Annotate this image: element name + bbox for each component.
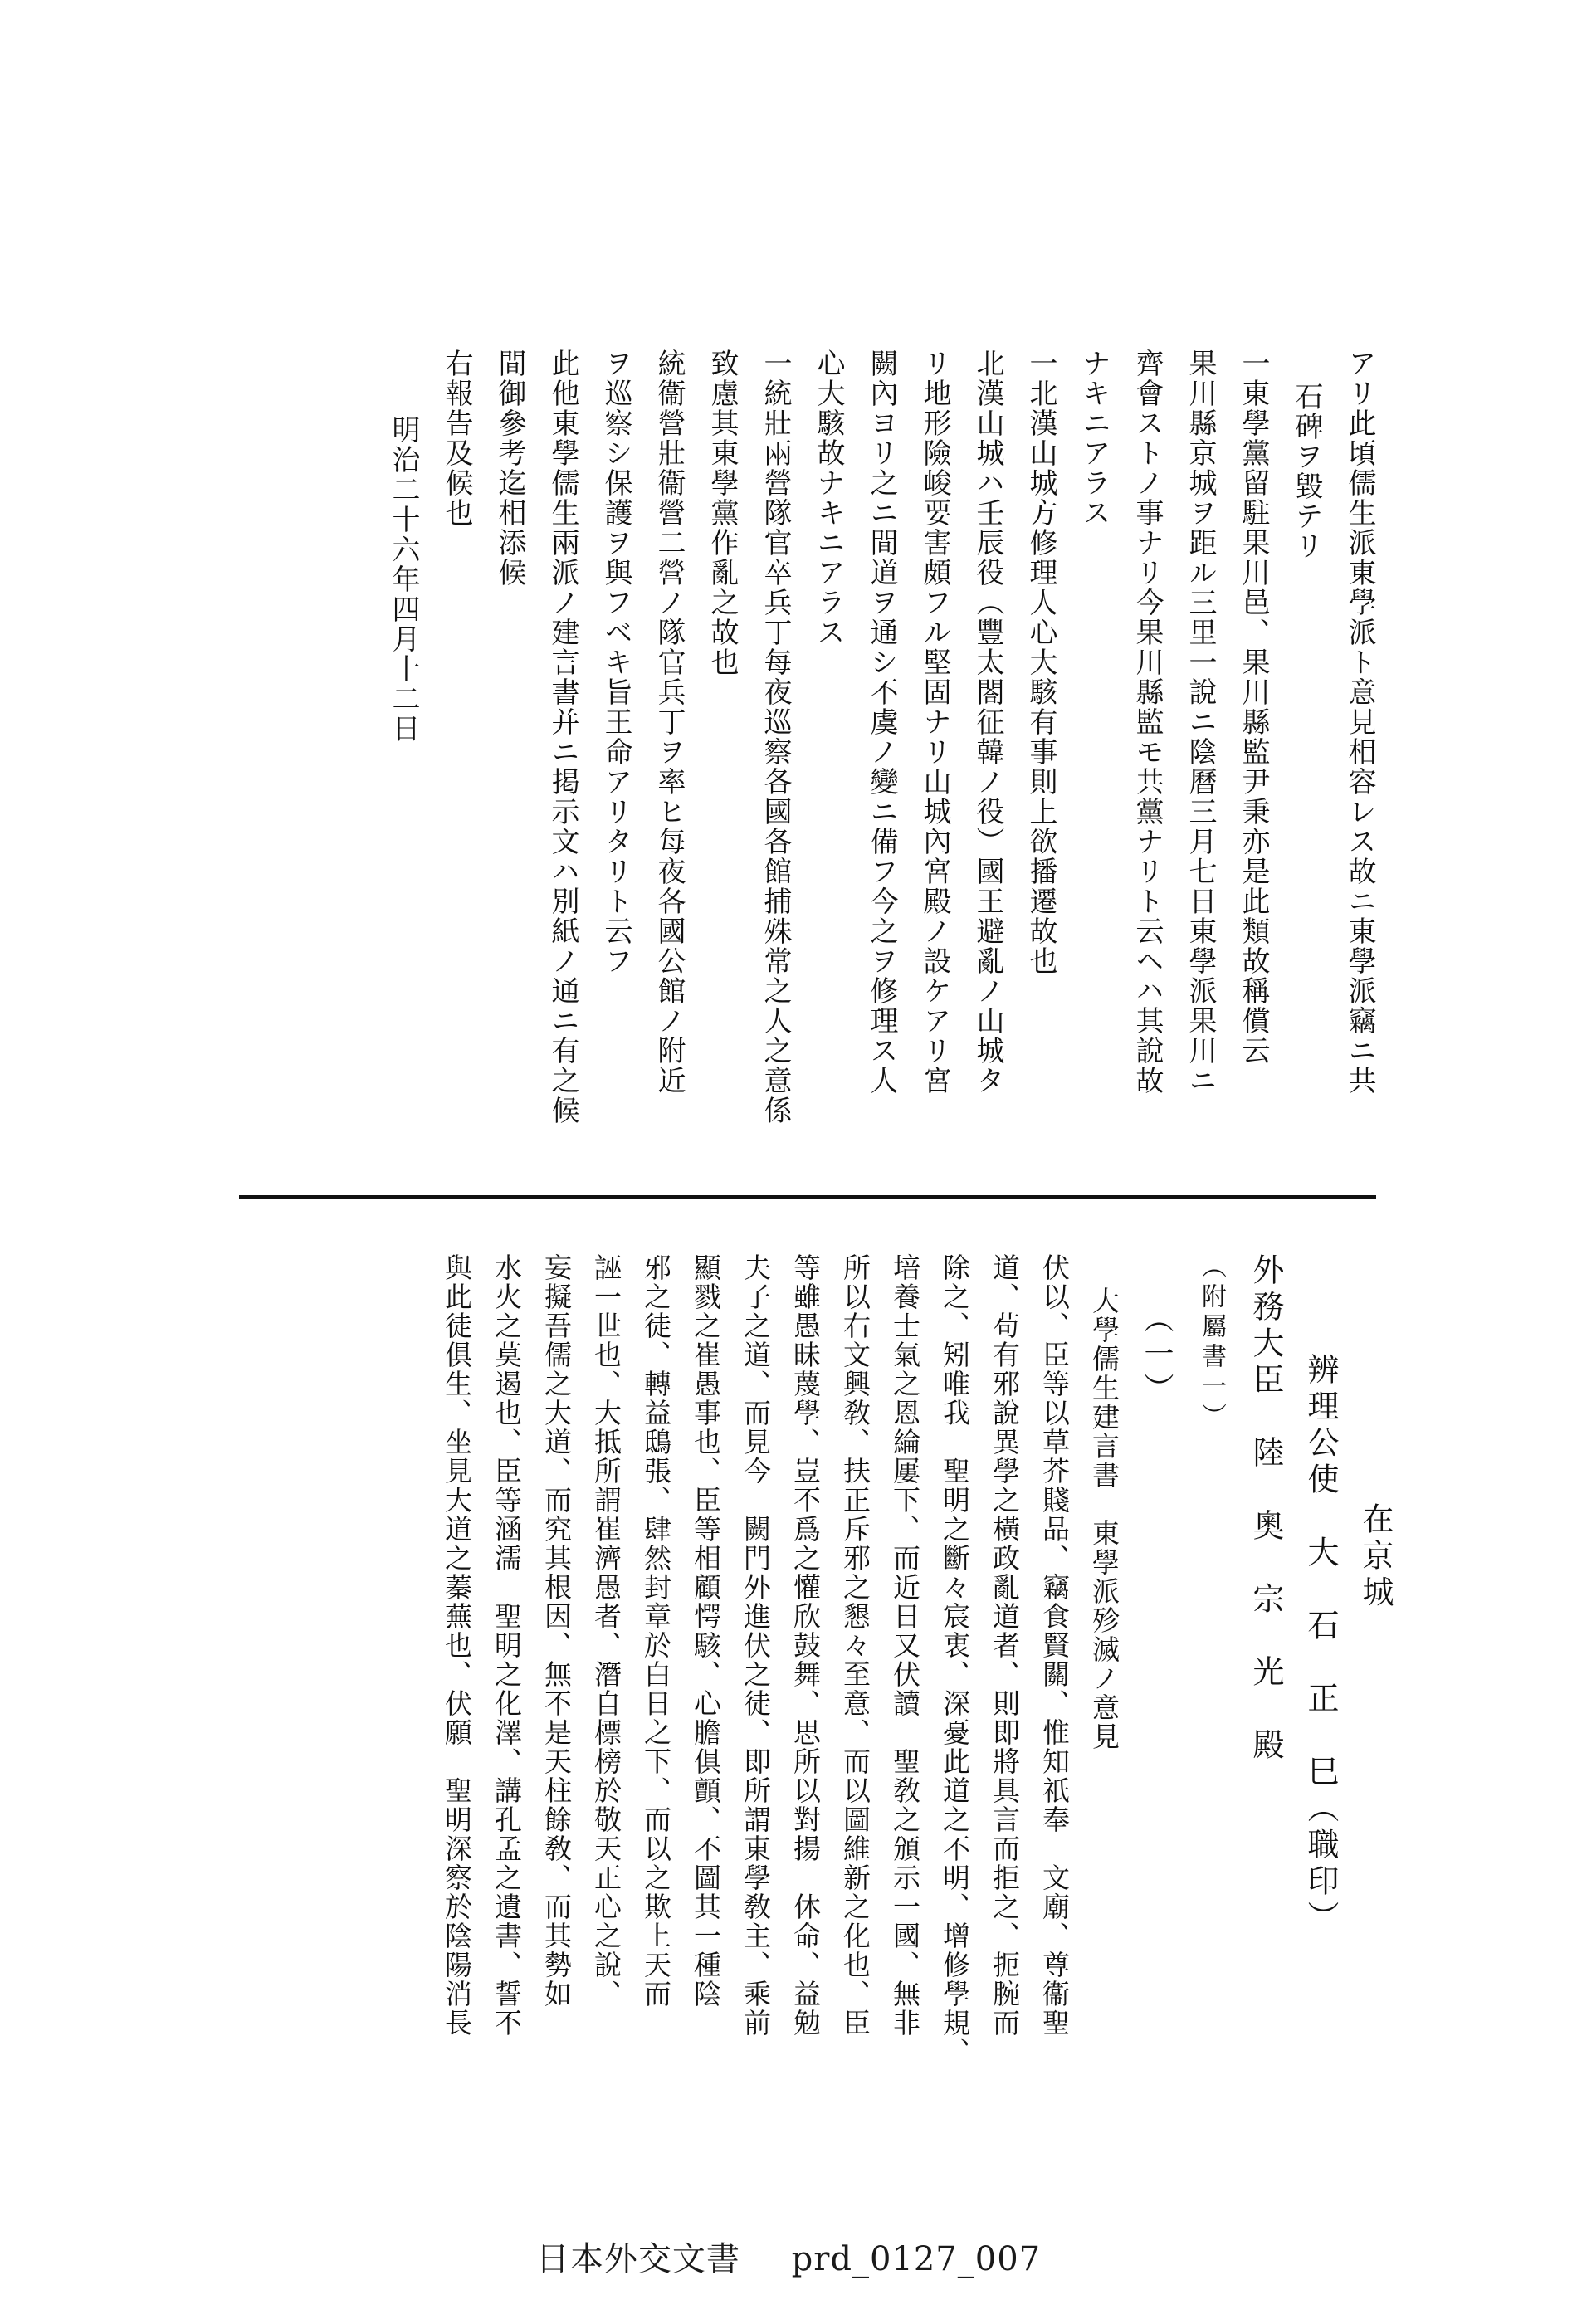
text-column: 間御參考迄相添候 (493, 349, 526, 588)
text-column: 致慮其東學黨作亂之故也 (706, 349, 739, 677)
text-column: 統衞營壯衞營二營ノ隊官兵丁ヲ率ヒ每夜各國公館ノ附近 (652, 349, 686, 1096)
text-column: 所以右文興敎、扶正斥邪之懇々至意、而以圖維新之化也、臣 (839, 1253, 872, 2038)
page-id: prd_0127_007 (791, 2240, 1042, 2278)
text-column: ヲ巡察シ保護ヲ與フベキ旨王命アリタリト云フ (599, 349, 632, 976)
text-column: アリ此頃儒生派東學派ト意見相容レス故ニ東學派竊ニ共 (1343, 349, 1376, 1096)
text-column: 一東學黨留駐果川邑、果川縣監尹秉亦是此類故稱償云 (1237, 349, 1270, 1066)
page-footer (0, 2233, 1577, 2280)
annex-title: 大學儒生建言書 東學派殄滅ノ意見 (1088, 1286, 1120, 1751)
sender-envoy: 辨理公使 大 石 正 巳（職印） (1302, 1353, 1339, 1937)
text-column: 石碑ヲ毀テリ (1290, 382, 1323, 561)
text-column: 心大駭故ナキニアラス (812, 349, 845, 647)
text-column: 培養士氣之恩綸屢下、而近日又伏讀 聖敎之頒示一國、無非 (889, 1253, 921, 2038)
text-column: 顯戮之崔愚事也、臣等相顧愕駭、心膽俱顫、不圖其一種陰 (690, 1253, 722, 2009)
text-column: 右報告及候也 (440, 349, 473, 528)
text-column: ナキニアラス (1077, 349, 1111, 528)
text-column: 道、苟有邪說異學之橫政亂道者、則即將具言而拒之、扼腕而 (989, 1253, 1021, 2038)
annex-number: （一） (1140, 1303, 1174, 1408)
sender-location: 在京城 (1357, 1502, 1394, 1612)
text-column: 此他東學儒生兩派ノ建言書并ニ掲示文ハ別紙ノ通ニ有之候 (546, 349, 579, 1125)
text-column: 果川縣京城ヲ距ル三里一說ニ陰曆三月七日東學派果川ニ (1184, 349, 1217, 1096)
text-column: 妄擬吾儒之大道、而究其根因、無不是天柱餘敎、而其勢如 (540, 1253, 573, 2009)
report-continuation (208, 349, 1386, 1162)
date-column: 明治二十六年四月十二日 (387, 415, 420, 744)
text-column: 除之、矧唯我 聖明之斷々宸衷、深憂此道之不明、增修學規、 (939, 1253, 971, 2067)
annex-label: （附屬書一） (1197, 1253, 1226, 1433)
collection-title: 日本外交文書 (535, 2240, 740, 2278)
annex-document (224, 1253, 1403, 2116)
text-column: 伏以、臣等以草芥賤品、竊食賢關、惟知祇奉 文廟、尊衞聖 (1038, 1253, 1071, 2038)
text-column: 等雖愚昧蔑學、豈不爲之懽欣鼓舞、思所以對揚 休命、益勉 (789, 1253, 822, 2038)
text-column: リ地形險峻要害頗フル堅固ナリ山城內宮殿ノ設ケアリ宮 (918, 349, 951, 1096)
text-column: 與此徒俱生、坐見大道之蓁蕪也、伏願 聖明深察於陰陽消長 (441, 1253, 473, 2038)
text-column: 闕內ヨリ之ニ間道ヲ通シ不虞ノ變ニ備フ今之ヲ修理ス人 (865, 349, 898, 1096)
text-column: 誣一世也、大抵所謂崔濟愚者、潛自標榜於敬天正心之說、 (590, 1253, 622, 2009)
text-column: 北漢山城ハ壬辰役（豐太閤征韓ノ役）國王避亂ノ山城タ (971, 349, 1004, 1096)
section-divider (239, 1195, 1376, 1199)
text-column: 齊會ストノ事ナリ今果川縣監モ共黨ナリト云ヘハ其說故 (1130, 349, 1164, 1096)
text-column: 一統壯兩營隊官卒兵丁每夜巡察各國各館捕殊常之人之意係 (759, 349, 792, 1125)
text-column: 水火之莫遏也、臣等涵濡 聖明之化澤、講孔孟之遺書、誓不 (491, 1253, 523, 2038)
text-column: 一北漢山城方修理人心大駭有事則上欲播遷故也 (1024, 349, 1057, 976)
text-column: 邪之徒、轉益鴟張、肆然封章於白日之下、而以之欺上天而 (640, 1253, 672, 2009)
recipient-minister: 外務大臣 陸 奧 宗 光 殿 (1247, 1253, 1284, 1765)
text-column: 夫子之道、而見今 闕門外進伏之徒、即所謂東學敎主、乘前 (740, 1253, 772, 2038)
